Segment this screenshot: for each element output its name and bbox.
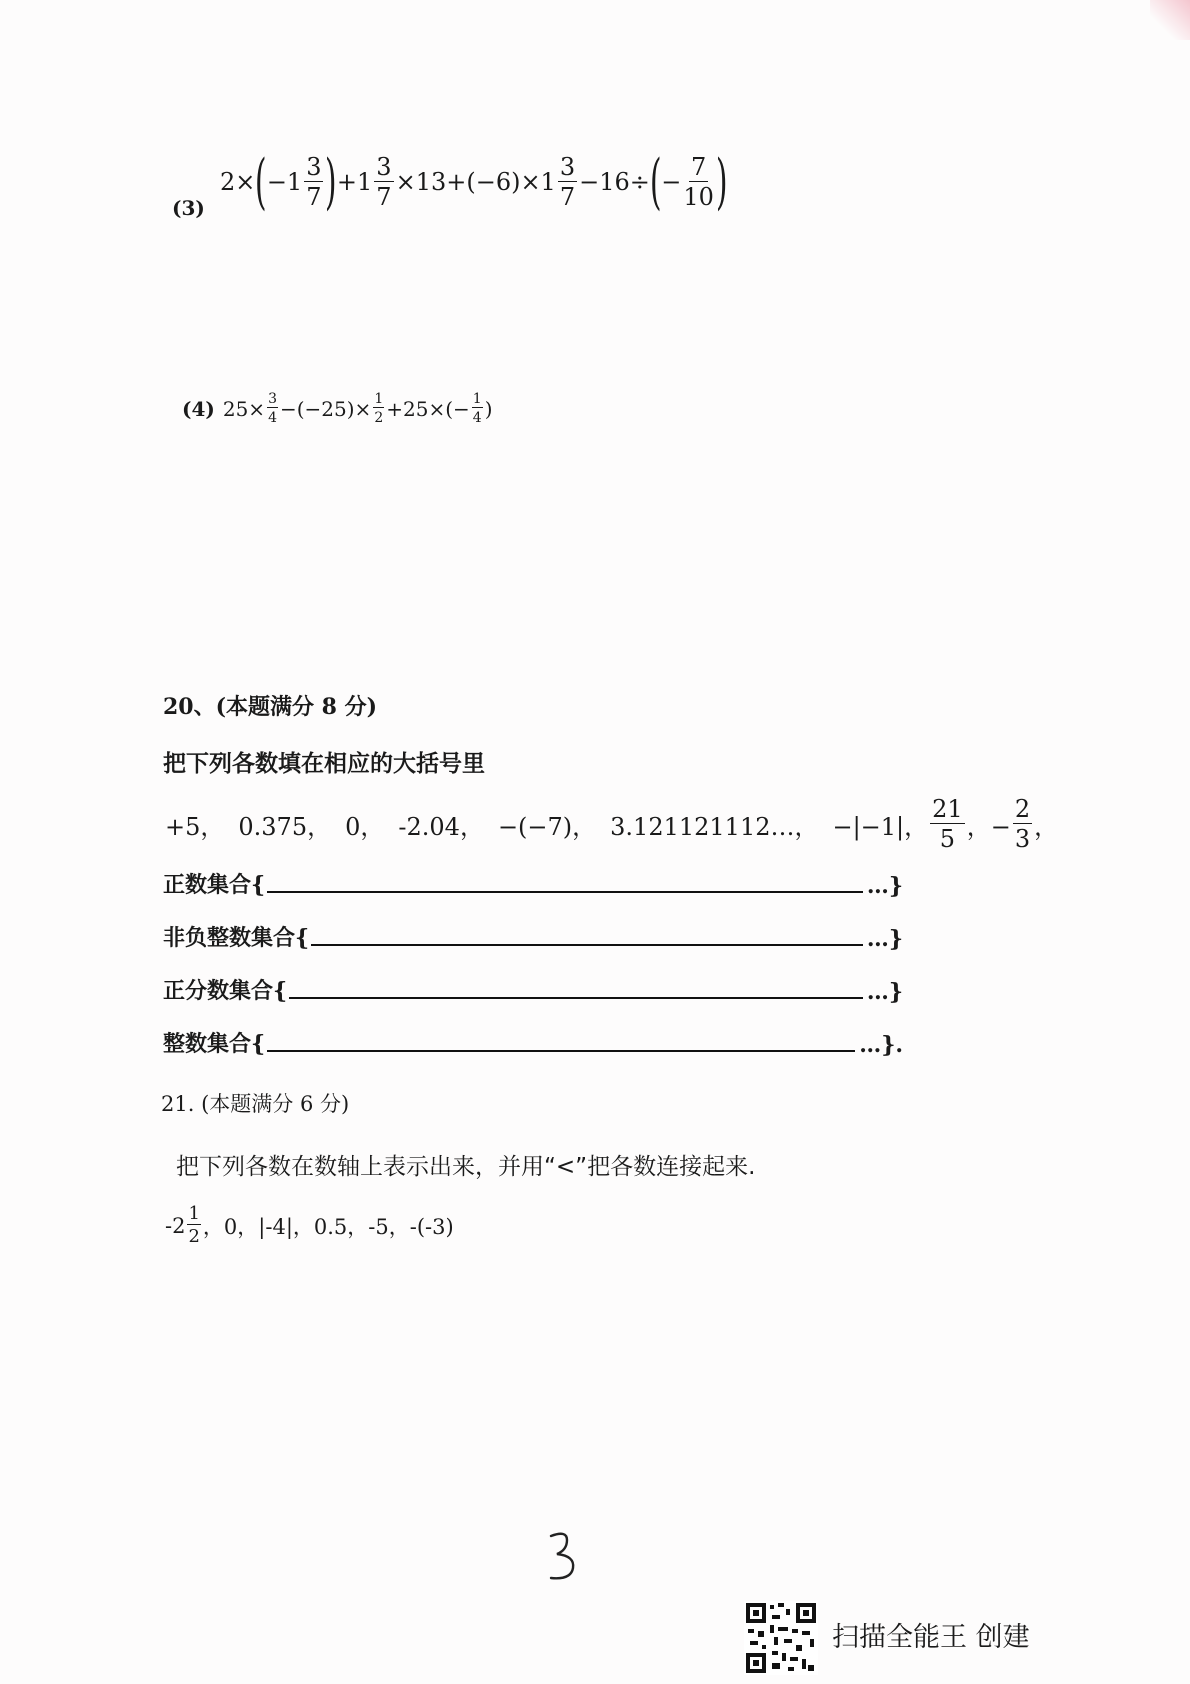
qr-code-icon — [744, 1601, 818, 1675]
right-paren: ) — [325, 147, 338, 217]
answer-blank[interactable] — [267, 891, 863, 893]
problem-4-label: (4) — [182, 396, 215, 421]
q20-number-list — [165, 797, 1058, 851]
set-end: …} — [866, 926, 903, 952]
expr-term: ×13+ — [395, 168, 467, 196]
fraction — [1013, 797, 1032, 851]
numerator: 3 — [268, 391, 277, 407]
problem-3-label: (3) — [172, 196, 205, 220]
denominator: 4 — [472, 410, 482, 426]
denominator: 3 — [1014, 825, 1031, 853]
numerator: 21 — [932, 795, 963, 823]
problem-3-expression — [220, 147, 728, 217]
left-paren: ( — [255, 147, 267, 217]
number-item: −|−1|， — [832, 812, 929, 841]
right-paren: ) — [715, 147, 728, 217]
denominator: 5 — [939, 825, 956, 853]
number-item: 3.121121112…， — [610, 812, 819, 841]
set-label: 正分数集合{ — [163, 978, 288, 1004]
expr-term: (−6)×1 — [466, 168, 556, 196]
set-label: 整数集合{ — [163, 1031, 266, 1057]
fraction — [683, 155, 714, 209]
number-item: ， — [1034, 812, 1059, 841]
q20-instruction: 把下列各数填在相应的大括号里 — [163, 750, 485, 777]
denominator: 10 — [683, 183, 714, 211]
numerator: 3 — [376, 153, 392, 181]
numerator: 1 — [374, 391, 384, 407]
number-item: 0， — [345, 812, 385, 841]
expr-term: −16÷ — [579, 168, 650, 196]
fraction — [558, 155, 577, 209]
number-item: -2 — [165, 1213, 186, 1238]
page-number — [545, 1530, 581, 1586]
expr-term: −1 — [266, 168, 303, 196]
fraction — [930, 797, 965, 851]
number-item: ，− — [966, 812, 1011, 841]
set-label: 非负整数集合{ — [163, 925, 310, 951]
expr-term: +1 — [336, 168, 373, 196]
denominator: 7 — [306, 183, 322, 211]
set-row-nonnegative-integer[interactable] — [163, 918, 903, 952]
denominator: 7 — [559, 183, 576, 211]
set-end: …}. — [859, 1032, 903, 1058]
set-row-positive[interactable] — [163, 865, 903, 899]
fraction — [374, 155, 393, 209]
numerator: 3 — [306, 153, 322, 181]
problem-4-expression — [182, 392, 493, 425]
numerator: 1 — [472, 391, 482, 407]
denominator: 4 — [268, 410, 277, 426]
numerator: 1 — [188, 1203, 200, 1224]
expr-term: −(−25)× — [279, 396, 372, 421]
answer-blank[interactable] — [267, 1050, 855, 1052]
numerator: 7 — [691, 153, 707, 181]
q20-heading: 20、(本题满分 8 分) — [163, 694, 378, 720]
numerator: 2 — [1014, 795, 1031, 823]
handwritten-page-number — [545, 1530, 581, 1582]
scanner-watermark: 扫描全能王 创建 — [832, 1622, 1030, 1653]
answer-blank[interactable] — [289, 997, 863, 999]
number-item: ，0，|-4|，0.5，-5，-(-3) — [202, 1214, 454, 1239]
set-label: 正数集合{ — [163, 872, 266, 898]
expr-term: − — [661, 168, 682, 196]
fraction — [472, 392, 483, 425]
fraction — [373, 392, 384, 425]
set-row-positive-fraction[interactable] — [163, 971, 903, 1005]
set-row-integer[interactable] — [163, 1024, 903, 1058]
denominator: 2 — [374, 410, 384, 426]
numerator: 3 — [559, 153, 576, 181]
expr-term: ) — [484, 396, 493, 421]
number-item: +5， — [165, 812, 225, 841]
fraction — [304, 155, 323, 209]
denominator: 2 — [188, 1226, 200, 1247]
number-item: -2.04， — [398, 812, 484, 841]
number-item: −(−7)， — [497, 812, 597, 841]
fraction — [267, 392, 278, 425]
expr-term: 2× — [220, 168, 256, 196]
q21-heading: 21. (本题满分 6 分) — [161, 1092, 350, 1116]
q21-number-list — [165, 1205, 454, 1246]
set-end: …} — [866, 979, 903, 1005]
expr-term: +25×(− — [386, 396, 470, 421]
q21-instruction: 把下列各数在数轴上表示出来，并用“<”把各数连接起来. — [176, 1154, 756, 1180]
fraction — [187, 1205, 200, 1246]
scan-edge — [1150, 0, 1190, 40]
number-item: 0.375， — [238, 812, 332, 841]
left-paren: ( — [649, 147, 662, 217]
answer-blank[interactable] — [311, 944, 863, 946]
expr-term: 25× — [222, 396, 266, 421]
denominator: 7 — [376, 183, 392, 211]
set-end: …} — [866, 873, 903, 899]
